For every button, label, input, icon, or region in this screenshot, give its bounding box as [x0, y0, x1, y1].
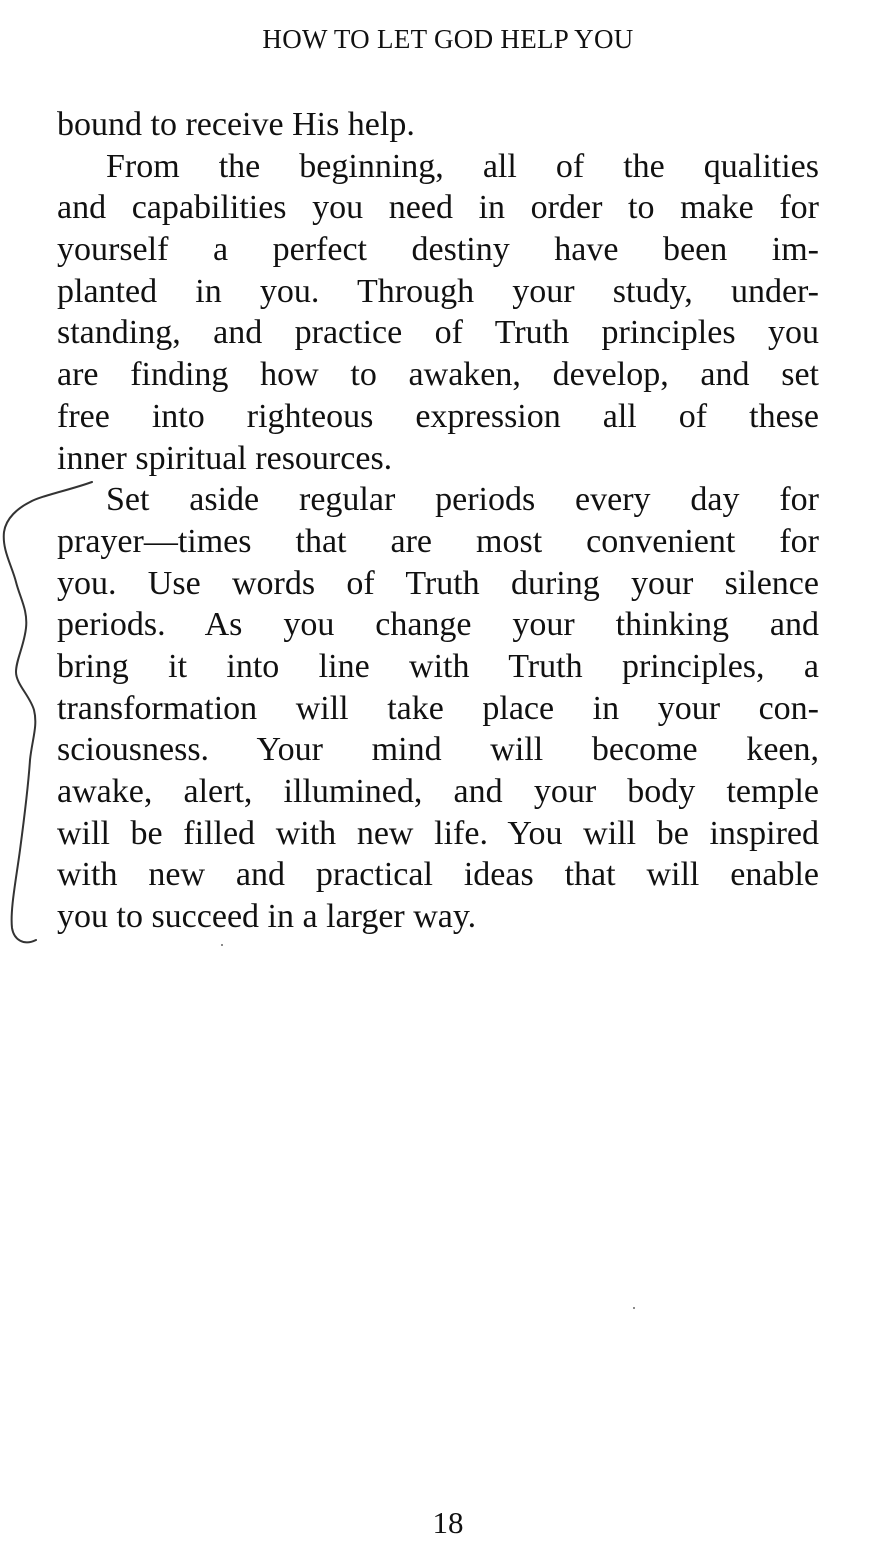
text-line: standing, and practice of Truth principles you: [57, 314, 819, 352]
text-line: and capabilities you need in order to make for: [57, 189, 819, 227]
text-line: you. Use words of Truth during your silence: [57, 564, 819, 602]
text-line: bound to receive His help.: [57, 106, 415, 143]
text-line: will be filled with new life. You will be inspired: [57, 814, 819, 852]
text-line: bring it into line with Truth principles, a: [57, 647, 819, 685]
text-line: with new and practical ideas that will enable: [57, 856, 819, 894]
text-line: From the beginning, all of the qualities: [106, 147, 819, 185]
text-line: periods. As you change your thinking and: [57, 606, 819, 644]
scan-speck: [221, 944, 223, 946]
text-line: you to succeed in a larger way.: [57, 898, 477, 936]
running-head: HOW TO LET GOD HELP YOU: [262, 24, 634, 54]
text-line: prayer—times that are most convenient for: [57, 522, 819, 560]
text-line: transformation will take place in your con-: [57, 689, 819, 727]
text-line: planted in you. Through your study, under-: [57, 272, 819, 310]
text-line: awake, alert, illumined, and your body temple: [57, 773, 819, 810]
scan-speck: [633, 1307, 635, 1309]
text-line: inner spiritual resources.: [57, 439, 393, 477]
text-line: yourself a perfect destiny have been im-: [57, 231, 819, 269]
text-line: Set aside regular periods every day for: [106, 481, 819, 519]
page-body: [57, 104, 819, 938]
text-line: are finding how to awaken, develop, and set: [57, 356, 819, 394]
text-line: free into righteous expression all of these: [57, 397, 819, 435]
page-number: 18: [432, 1505, 464, 1540]
text-line: sciousness. Your mind will become keen,: [57, 731, 819, 769]
